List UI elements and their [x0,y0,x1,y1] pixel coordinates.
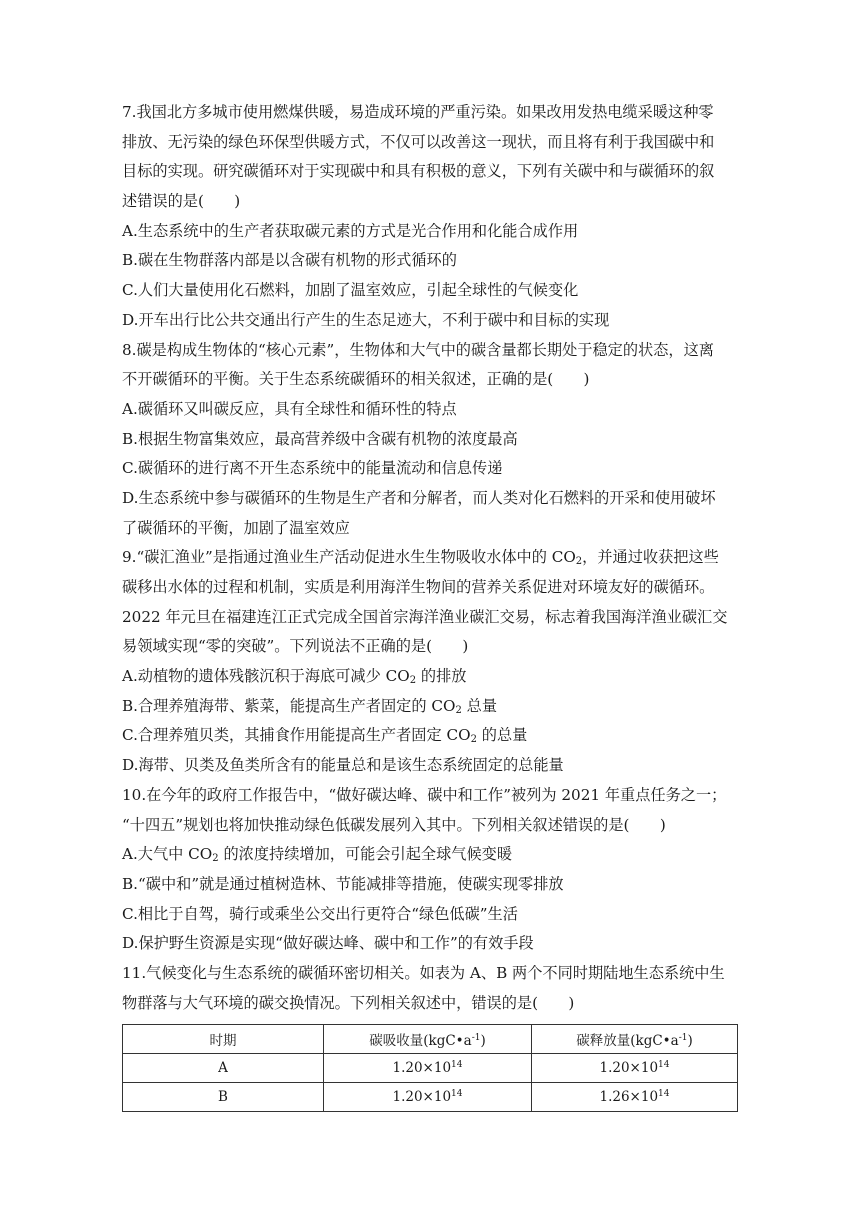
question-page [122,98,738,1112]
question-stem: 碳移出水体的过程和机制，实质是利用海洋生物间的营养关系促进对环境友好的碳循环。 [122,578,715,596]
table-cell: $1.20\times 10^{14}$ [324,1054,532,1083]
table-header-row [123,1025,738,1054]
option-a: A.动植物的遗体残骸沉积于海底可减少 $CO_2$ 的排放 [122,667,467,687]
table-cell: B [123,1083,324,1112]
option-a: A.大气中 $CO_2$ 的浓度持续增加，可能会引起全球气候变暖 [122,845,513,865]
table-header-cell: 碳释放量$(kgC•a^{-1})$ [532,1025,738,1054]
question-stem: 2022 年元旦在福建连江正式完成全国首宗海洋渔业碳汇交易，标志着我国海洋渔业碳汇交 [122,607,728,626]
question-stem: 9.“碳汇渔业”是指通过渔业生产活动促进水生生物吸收水体中的 $CO_2$，并通过收获把这些 [122,548,719,568]
question-stem: 排放、无污染的绿色环保型供暖方式，不仅可以改善这一现状，而且将有利于我国碳中和 [122,132,715,151]
table-cell: $1.26\times 10^{14}$ [532,1083,738,1112]
option-c: C.合理养殖贝类，其捕食作用能提高生产者固定 $CO_2$ 的总量 [122,726,528,746]
question-stem: 物群落与大气环境的碳交换情况。下列相关叙述中，错误的是( ) [122,993,575,1012]
table-cell: $1.20\times 10^{14}$ [324,1083,532,1112]
question-stem: 11.气候变化与生态系统的碳循环密切相关。如表为 A、B 两个不同时期陆地生态系统中生 [122,963,725,982]
question-10 [122,781,738,959]
option-b: B.“碳中和”就是通过植树造林、节能减排等措施，使碳实现零排放 [122,874,564,893]
table-header-cell: 碳吸收量$(kgC•a^{-1})$ [324,1025,532,1054]
option-a: A.生态系统中的生产者获取碳元素的方式是光合作用和化能合成作用 [122,221,579,240]
question-7 [122,98,738,336]
table-row [123,1083,738,1112]
option-c: C.相比于自驾，骑行或乘坐公交出行更符合“绿色低碳”生活 [122,904,518,923]
question-stem: 易领域实现“零的突破”。下列说法不正确的是( ) [122,637,469,656]
option-b: B.碳在生物群落内部是以含碳有机物的形式循环的 [122,251,457,270]
table-header-cell: 时期 [123,1025,324,1054]
question-stem: 10.在今年的政府工作报告中，“做好碳达峰、碳中和工作”被列为 2021 年重点任务之一； [122,785,727,804]
option-d-cont: 了碳循环的平衡，加剧了温室效应 [122,518,350,537]
option-d: D.开车出行比公共交通出行产生的生态足迹大，不利于碳中和目标的实现 [122,310,610,329]
option-d: D.保护野生资源是实现“做好碳达峰、碳中和工作”的有效手段 [122,934,534,953]
option-c: C.碳循环的进行离不开生态系统中的能量流动和信息传递 [122,459,503,478]
question-stem: 8.碳是构成生物体的“核心元素”，生物体和大气中的碳含量都长期处于稳定的状态，这离 [122,340,714,359]
carbon-exchange-table [122,1024,738,1112]
option-b: B.合理养殖海带、紫菜，能提高生产者固定的 $CO_2$ 总量 [122,696,498,716]
question-8 [122,336,738,544]
option-b: B.根据生物富集效应，最高营养级中含碳有机物的浓度最高 [122,429,518,448]
question-stem: “十四五”规划也将加快推动绿色低碳发展列入其中。下列相关叙述错误的是( ) [122,815,666,834]
question-11 [122,959,738,1112]
option-a: A.碳循环又叫碳反应，具有全球性和循环性的特点 [122,399,457,418]
question-stem: 述错误的是( ) [122,192,241,211]
option-d: D.生态系统中参与碳循环的生物是生产者和分解者，而人类对化石燃料的开采和使用破坏 [122,488,716,507]
question-9 [122,543,738,781]
question-stem: 目标的实现。研究碳循环对于实现碳中和具有积极的意义，下列有关碳中和与碳循环的叙 [122,162,715,181]
table-cell: $1.20\times 10^{14}$ [532,1054,738,1083]
option-c: C.人们大量使用化石燃料，加剧了温室效应，引起全球性的气候变化 [122,281,579,300]
option-d: D.海带、贝类及鱼类所含有的能量总和是该生态系统固定的总能量 [122,756,564,775]
question-stem: 7.我国北方多城市使用燃煤供暖，易造成环境的严重污染。如果改用发热电缆采暖这种零 [122,103,714,121]
question-stem: 不开碳循环的平衡。关于生态系统碳循环的相关叙述，正确的是( ) [122,370,590,389]
table-cell: A [123,1054,324,1083]
table-row [123,1054,738,1083]
